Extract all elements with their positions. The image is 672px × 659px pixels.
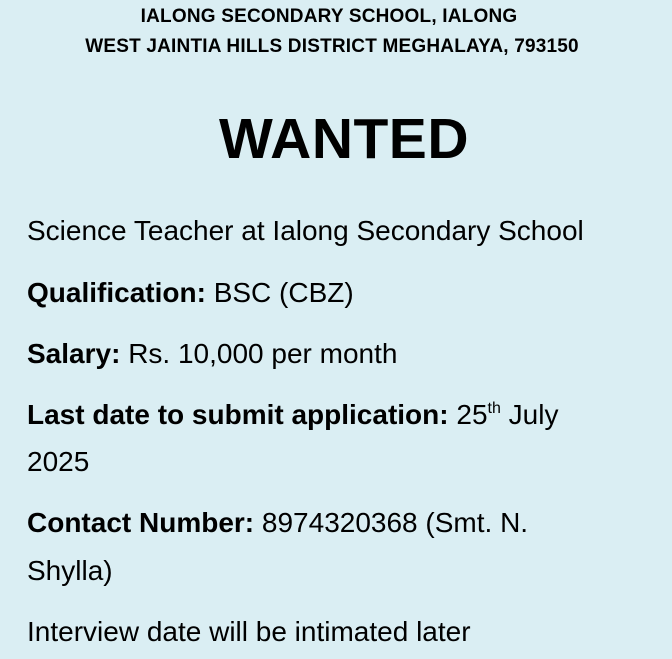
interview-note: Interview date will be intimated later (27, 616, 471, 647)
last-date-month: July (508, 399, 559, 430)
qualification-line (27, 268, 652, 318)
last-date-day: 25 (456, 399, 488, 430)
notice-title: WANTED (219, 107, 469, 171)
last-date-suffix: th (487, 400, 501, 417)
salary-value: Rs. 10,000 per month (128, 338, 398, 369)
last-date-label: Last date to submit application: (27, 399, 449, 430)
qualification-label: Qualification: (27, 277, 206, 308)
last-date-year-line (27, 437, 652, 487)
contact-value: 8974320368 (Smt. N. (261, 507, 529, 538)
school-address: WEST JAINTIA HILLS DISTRICT MEGHALAYA, 793150 (85, 36, 579, 57)
school-name: IALONG SECONDARY SCHOOL, IALONG (140, 6, 518, 27)
qualification-value: BSC (CBZ) (213, 277, 354, 308)
salary-label: Salary: (27, 338, 121, 369)
salary-line (27, 329, 652, 379)
contact-line-continued (27, 546, 652, 596)
position-line: Science Teacher at Ialong Secondary School (27, 215, 584, 246)
contact-value-continued: Shylla) (27, 555, 113, 586)
contact-label: Contact Number: (27, 507, 255, 538)
last-date-line (27, 390, 652, 440)
contact-line (27, 498, 652, 548)
last-date-year: 2025 (27, 446, 90, 477)
